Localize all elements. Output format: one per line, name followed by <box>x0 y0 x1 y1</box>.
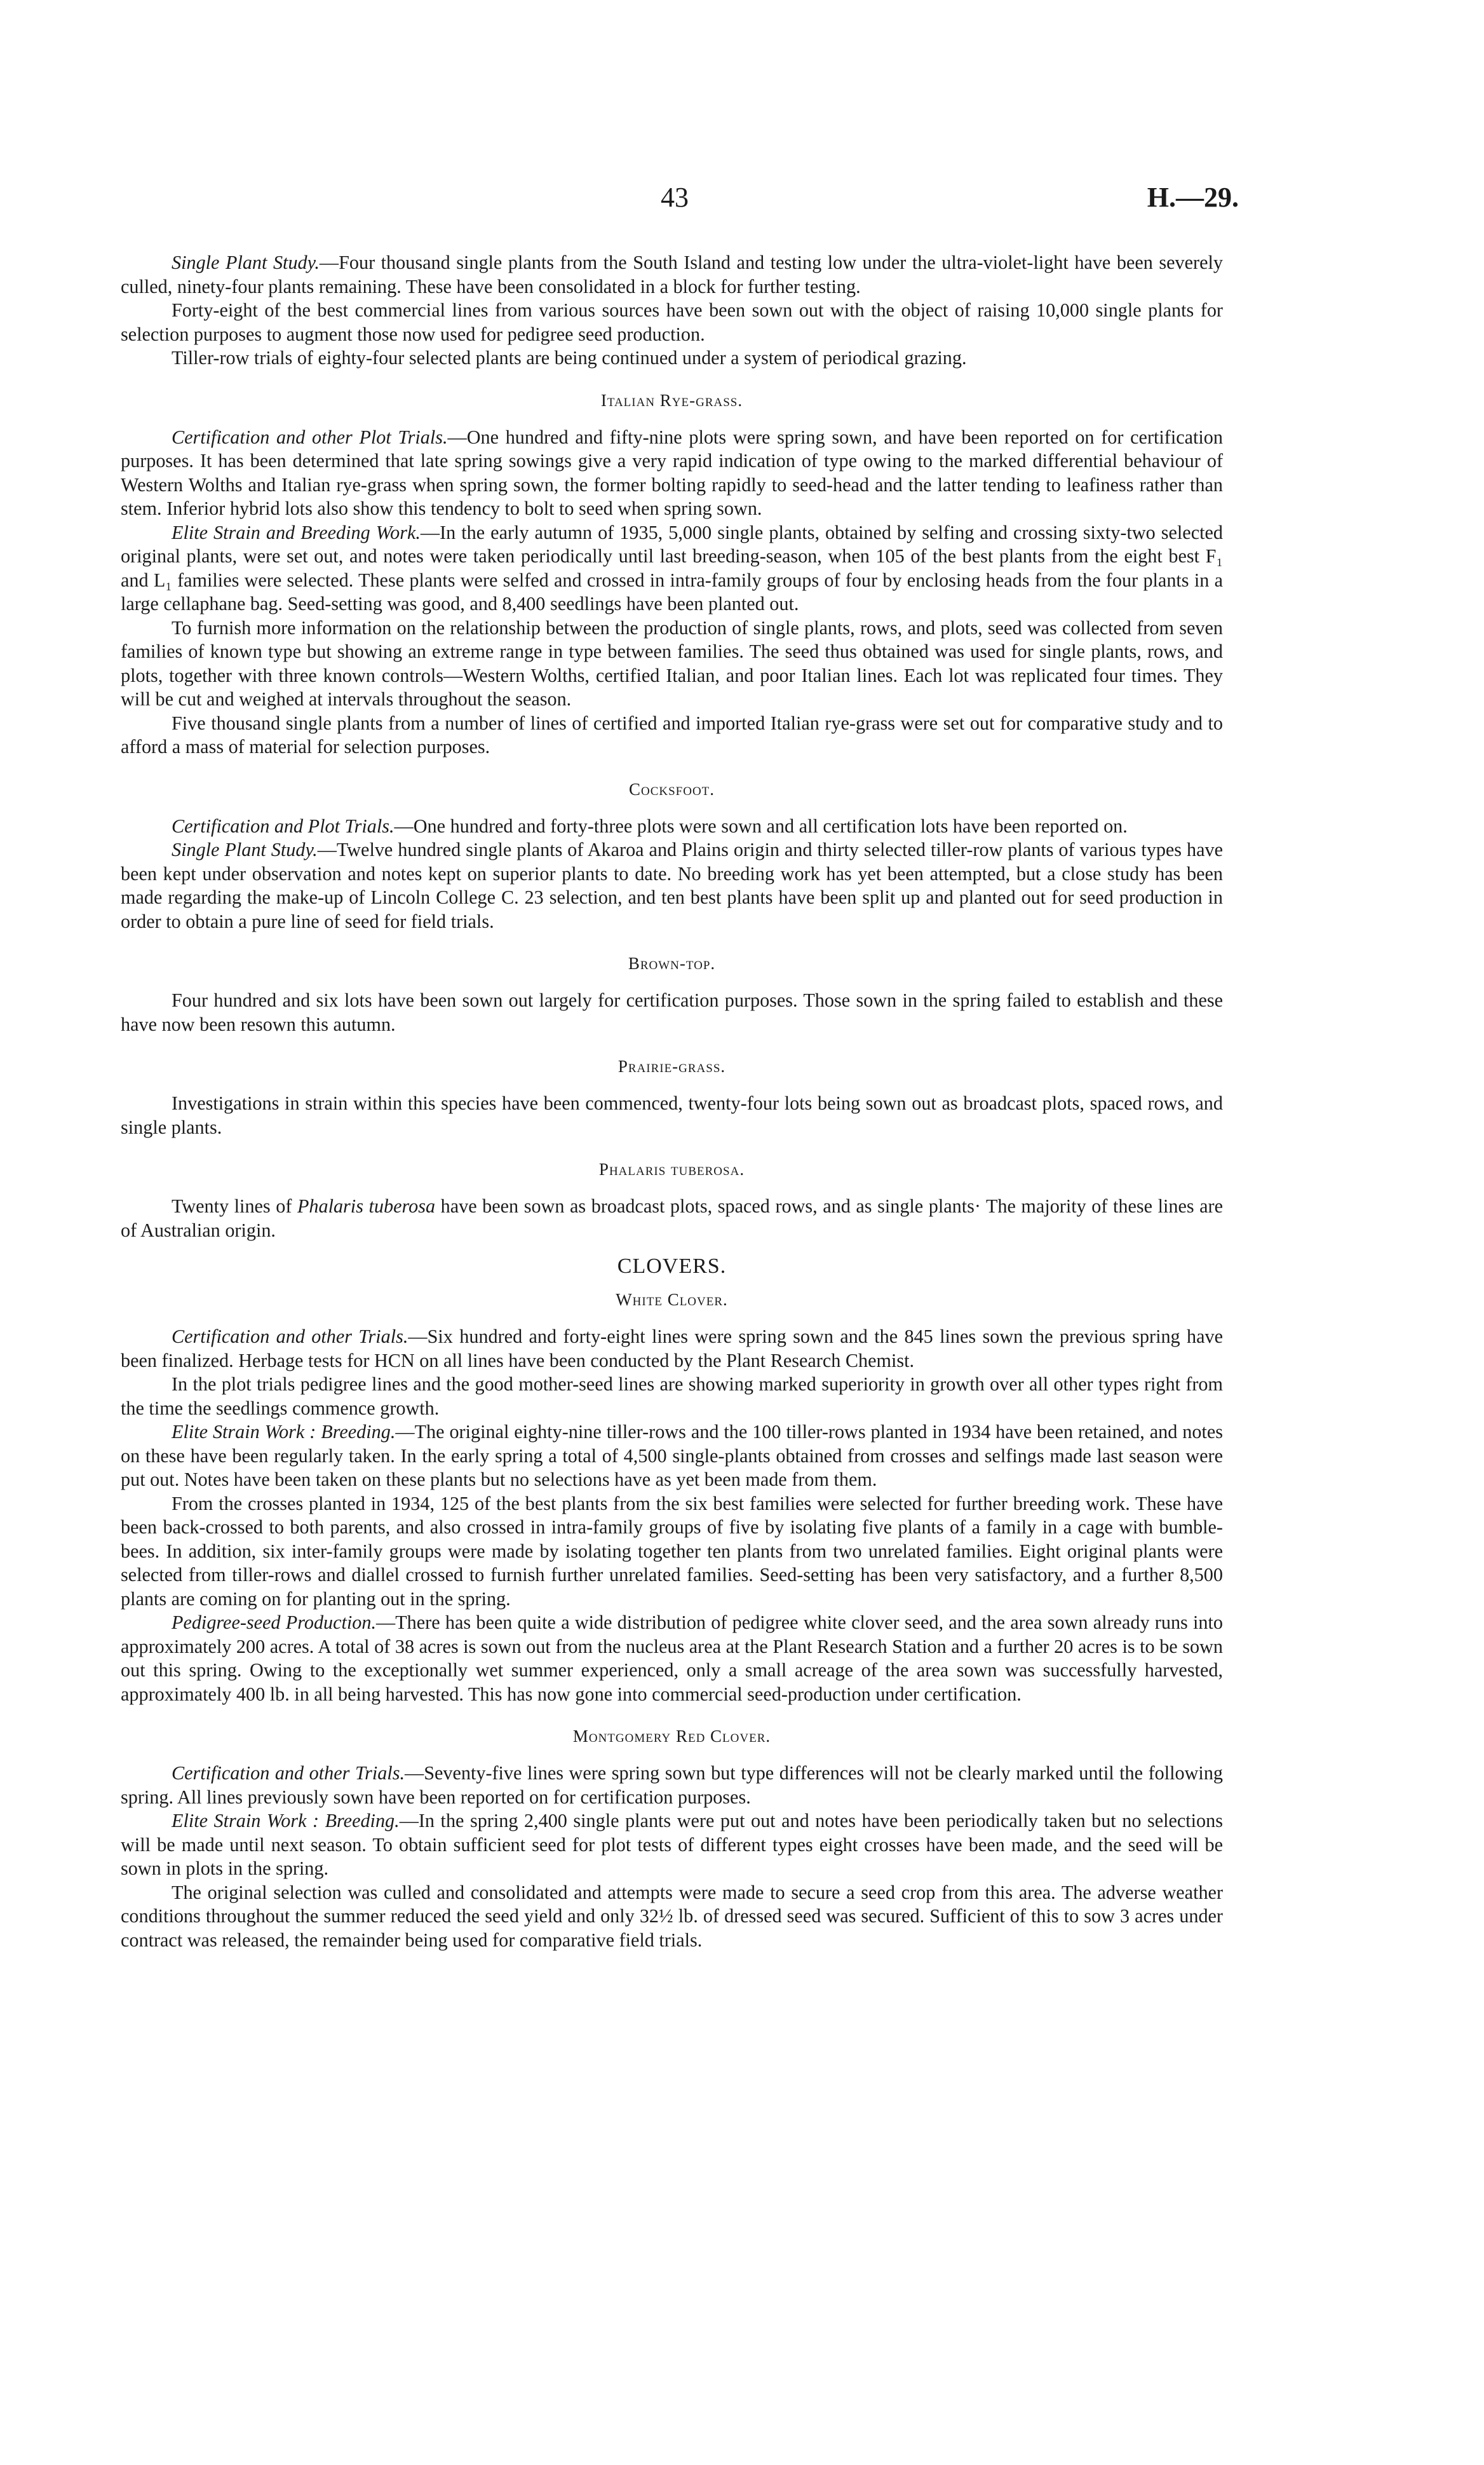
paragraph <box>121 1881 1223 1953</box>
section-heading: Montgomery Red Clover. <box>572 1727 771 1746</box>
paragraph-text: From the crosses planted in 1934, 125 of the best plants from the six best families were selected for further breeding work. These have been back-crossed to both parents, and also crossed in intra-family groups of five by isolating five plants of a family in a cage with bumble-bees. In addition, six inter-family groups were made by isolating together ten plants from two unrelated families. Eight original plants were selected from tiller-rows and diallel crossed to furnish further unrelated families. Seed-setting has been very satisfactory, and a further 8,500 plants are coming on for planting out in the spring. <box>121 1492 1223 1610</box>
paragraph <box>121 521 1223 616</box>
paragraph-lead: Certification and other Trials. <box>172 1326 408 1347</box>
paragraph-lead: Certification and other Plot Trials. <box>172 426 448 448</box>
paragraph-text: —Seventy-five lines were spring sown but type differences will not be clearly marked until the following spring. All lines previously sown have been reported on for certification purposes. <box>121 1762 1224 1808</box>
paragraph <box>121 616 1223 712</box>
paragraph-text: have been sown as broadcast plots, spaced rows, and as single plants· The majority of these lines are of Australian origin. <box>121 1195 1223 1241</box>
paragraph-text: —The original eighty-nine tiller-rows and the 100 tiller-rows planted in 1934 have been retained, and notes on these have been regularly taken. In the early spring a total of 4,500 single-plants obtained from crosses and selfings made last season were put out. Notes have been taken on these plants but no selections have as yet been made from them. <box>121 1421 1223 1490</box>
paragraph-text: To furnish more information on the relationship between the production of single plants, rows, and plots, seed was collected from seven families of known type but showing an extreme range in type between families. The seed thus obtained was used for single plants, rows, and plots, together with three known controls—Western Wolths, certified Italian, and poor Italian lines. Each lot was replicated four times. They will be cut and weighed at intervals throughout the season. <box>121 616 1223 710</box>
paragraph <box>121 1325 1223 1373</box>
paragraph-text: —Twelve hundred single plants of Akaroa and Plains origin and thirty selected tiller-row plants of various types have been kept under observation and notes kept on superior plants to date. No breeding work has yet been attempted, but a close study has been made regarding the make-up of Lincoln College C. 23 selection, and ten best plants have been split up and planted out for seed production in order to obtain a pure line of seed for field trials. <box>121 839 1224 932</box>
page-header <box>0 181 1484 232</box>
paragraph-text: In the plot trials pedigree lines and the good mother-seed lines are showing marked superiority in growth over all other types right from the time the seedlings commence growth. <box>121 1373 1223 1419</box>
paragraph-lead: Single Plant Study. <box>172 252 320 273</box>
paragraph-lead: Single Plant Study. <box>172 839 318 860</box>
paragraph-lead: Elite Strain Work : Breeding. <box>172 1421 396 1443</box>
paragraph <box>121 426 1223 521</box>
paragraph-text: Twenty lines of <box>172 1195 297 1217</box>
paragraph <box>121 1420 1223 1492</box>
paragraph-text: —In the spring 2,400 single plants were put out and notes have been periodically taken but no selections will be made until next season. To obtain sufficient seed for plot tests of different types eight crosses have been made, and the seed will be sown in plots in the spring. <box>121 1810 1223 1879</box>
paragraph-text: The original selection was culled and consolidated and attempts were made to secure a seed crop from this area. The adverse weather conditions throughout the summer reduced the seed yield and only 32½ lb. of dressed seed was secured. Sufficient of this to sow 3 acres under contract was released, the remainder being used for comparative field trials. <box>121 1881 1223 1951</box>
paragraph-text: Tiller-row trials of eighty-four selected plants are being continued under a system of periodical grazing. <box>172 347 967 369</box>
paragraph-text: —One hundred and fifty-nine plots were spring sown, and have been reported on for certification purposes. It has been determined that late spring sowings give a very rapid indication of type owing to the marked differential behaviour of Western Wolths and Italian rye-grass when spring sown, the former bolting rapidly to seed-head and the latter tending to leafiness rather than stem. Inferior hybrid lots also show this tendency to bolt to seed when spring sown. <box>121 426 1223 519</box>
paragraph-text: Four hundred and six lots have been sown out largely for certification purposes. Those sown in the spring failed to establish and these have now been resown this autumn. <box>121 989 1223 1035</box>
paragraph <box>121 346 1223 370</box>
paragraph-text: Forty-eight of the best commercial lines from various sources have been sown out with the object of raising 10,000 single plants for selection purposes to augment those now used for pedigree seed production. <box>121 299 1223 345</box>
paragraph-lead: Elite Strain Work : Breeding. <box>172 1810 400 1831</box>
section-heading: Italian Rye-grass. <box>600 390 743 410</box>
page-number: 43 <box>661 182 689 213</box>
paragraph-text: —There has been quite a wide distribution of pedigree white clover seed, and the area sown already runs into approximately 200 acres. A total of 38 acres is sown out from the nucleus area at the Plant Research Station and a further 20 acres is to be sown out this spring. Owing to the exceptionally wet summer experienced, only a small acreage of the area sown was successfully harvested, approximately 400 lb. in all being harvested. This has now gone into commercial seed-production under certification. <box>121 1612 1223 1705</box>
document-body <box>121 251 1223 1952</box>
document-reference: H.—29. <box>1147 182 1239 213</box>
paragraph <box>121 1762 1223 1809</box>
paragraph <box>121 1373 1223 1420</box>
paragraph <box>121 1195 1223 1242</box>
section-heading: Brown-top. <box>628 954 716 973</box>
paragraph <box>121 989 1223 1036</box>
section-heading: Prairie-grass. <box>617 1057 726 1076</box>
section-heading: Phalaris tuberosa. <box>598 1160 745 1179</box>
paragraph-lead: Certification and Plot Trials. <box>172 815 395 837</box>
paragraph <box>121 712 1223 759</box>
paragraph-text: —Six hundred and forty-eight lines were spring sown and the 845 lines sown the previous spring have been finalized. Herbage tests for HCN on all lines have been conducted by the Plant Research Chemist. <box>121 1326 1223 1371</box>
paragraph-text: —In the early autumn of 1935, 5,000 single plants, obtained by selfing and crossing sixty-two selected original plants, were set out, and notes were taken periodically until last breeding-season, when 105 of the best plants from the eight best F₁ and L₁ families were selected. These plants were selfed and crossed in intra-family groups of four by enclosing heads from the four plants in a large cellaphane bag. Seed-setting was good, and 8,400 seedlings have been planted out. <box>121 521 1223 615</box>
italic-term: Phalaris tuberosa <box>297 1195 436 1217</box>
paragraph-text: —One hundred and forty-three plots were sown and all certification lots have been reported on. <box>394 815 1128 837</box>
section-heading: Cocksfoot. <box>628 779 715 799</box>
paragraph <box>121 251 1223 299</box>
major-heading: CLOVERS. <box>617 1254 727 1278</box>
paragraph <box>121 1492 1223 1612</box>
paragraph <box>121 838 1223 934</box>
section-heading: White Clover. <box>616 1290 728 1309</box>
paragraph <box>121 1809 1223 1881</box>
paragraph <box>121 299 1223 346</box>
paragraph-lead: Elite Strain and Breeding Work. <box>172 521 421 543</box>
paragraph <box>121 1611 1223 1706</box>
paragraph <box>121 1092 1223 1139</box>
paragraph-lead: Pedigree-seed Production. <box>172 1612 377 1633</box>
paragraph-text: Investigations in strain within this species have been commenced, twenty-four lots being sown out as broadcast plots, spaced rows, and single plants. <box>121 1092 1223 1138</box>
paragraph <box>121 815 1223 839</box>
paragraph-text: —Four thousand single plants from the South Island and testing low under the ultra-violet-light have been severely culled, ninety-four plants remaining. These have been consolidated in a block for further testing. <box>121 252 1223 297</box>
paragraph-text: Five thousand single plants from a number of lines of certified and imported Italian rye-grass were set out for comparative study and to afford a mass of material for selection purposes. <box>121 712 1223 757</box>
paragraph-lead: Certification and other Trials. <box>172 1762 405 1784</box>
